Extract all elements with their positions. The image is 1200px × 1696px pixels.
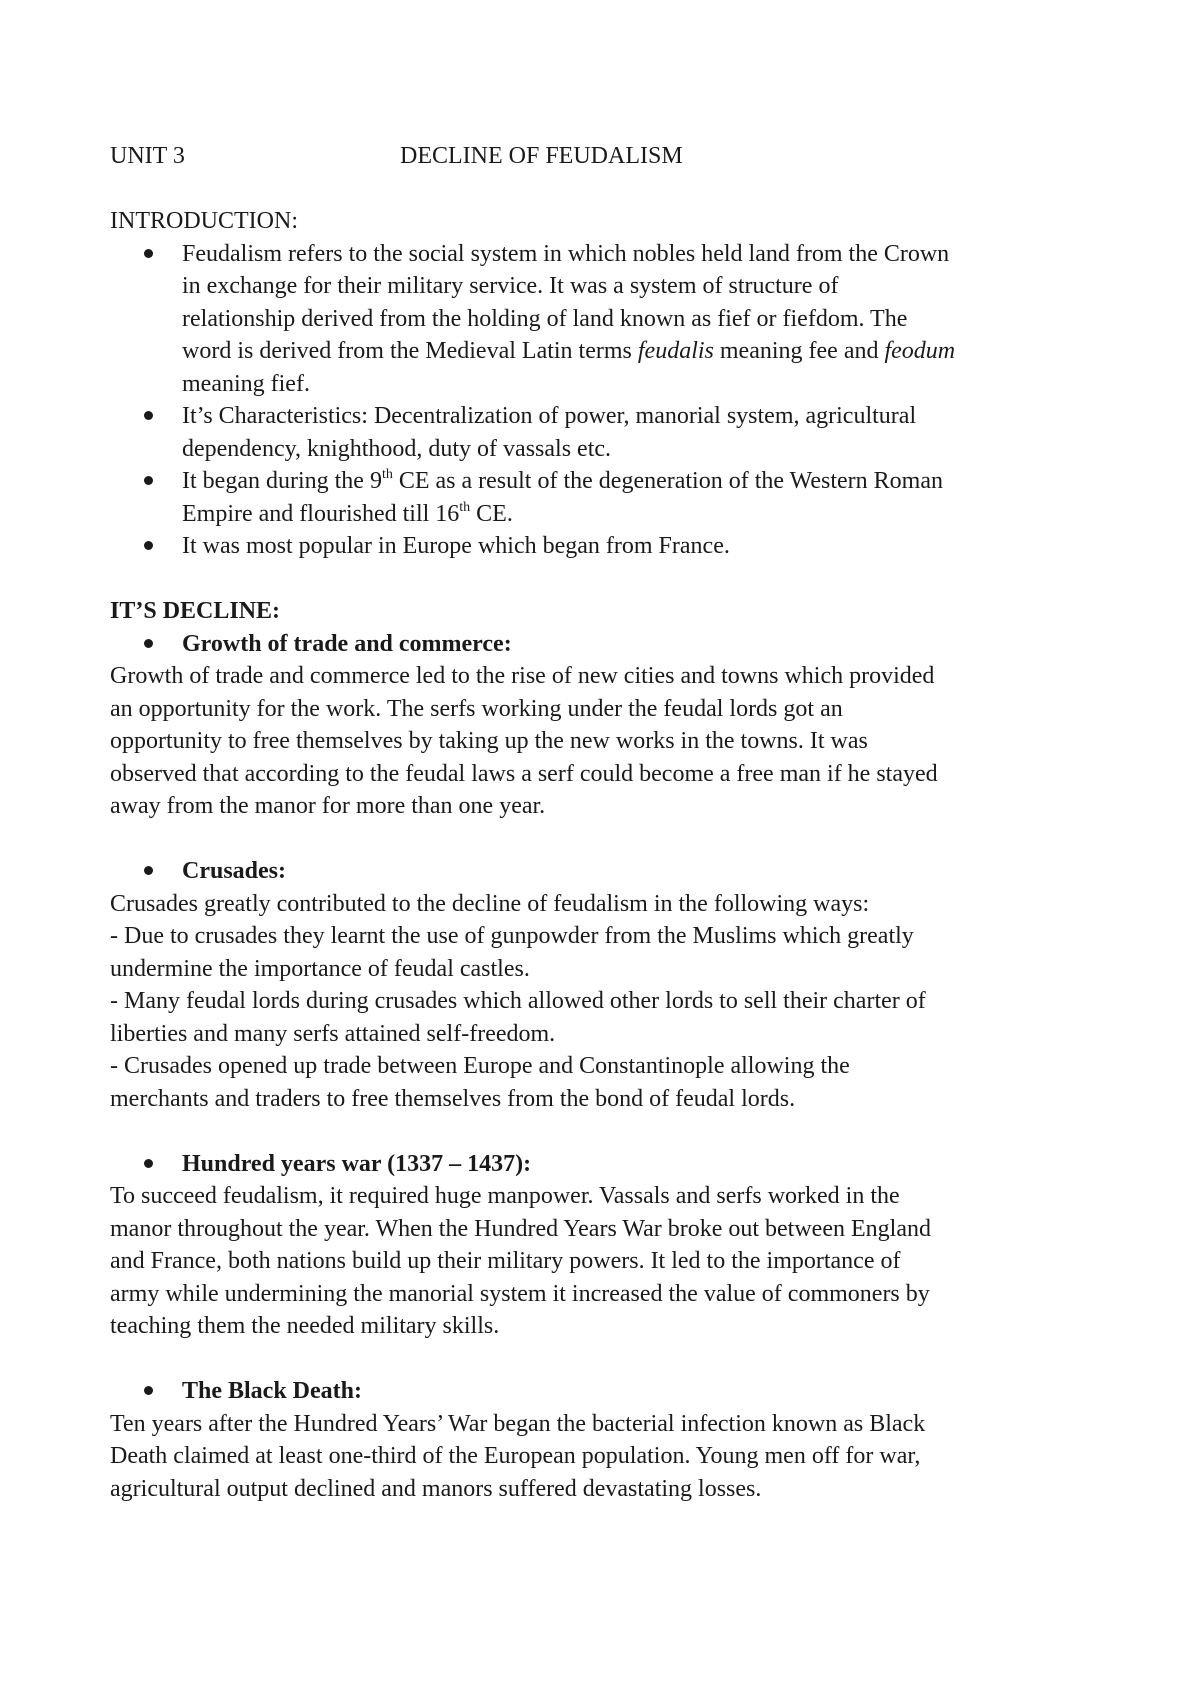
section-title: Growth of trade and commerce:: [182, 630, 512, 657]
text-line: - Many feudal lords during crusades which allowed other lords to sell their charter of: [110, 988, 926, 1014]
text-line: in exchange for their military service. It was a system of structure of: [182, 273, 839, 299]
text-line: It was most popular in Europe which began from France.: [182, 533, 730, 559]
text-run: Empire and flourished till 16: [182, 500, 460, 527]
text-run: CE as a result of the degeneration of the Western Roman: [392, 468, 943, 494]
bullet-icon: [144, 639, 153, 648]
text-line: away from the manor for more than one year.: [110, 793, 546, 819]
text-line: undermine the importance of feudal castles.: [110, 955, 530, 982]
bullet-icon: [144, 1159, 153, 1168]
text-line: liberties and many serfs attained self-freedom.: [110, 1020, 556, 1047]
text-line: [182, 498, 1110, 531]
unit-number: UNIT 3: [110, 143, 185, 169]
text-line: - Due to crusades they learnt the use of gunpowder from the Muslims which greatly: [110, 923, 914, 949]
unit-header: [110, 140, 1110, 173]
hundred-years-war-paragraph: [110, 1180, 1110, 1343]
introduction-heading: INTRODUCTION:: [110, 208, 298, 234]
introduction-list: [110, 238, 1110, 563]
section-title: The Black Death:: [182, 1378, 362, 1404]
superscript: th: [459, 499, 471, 515]
latin-term: feudalis: [637, 338, 714, 364]
text-line: manor throughout the year. When the Hundred Years War broke out between England: [110, 1215, 931, 1242]
crusades-section-title: [110, 855, 1110, 888]
text-line: agricultural output declined and manors suffered devastating losses.: [110, 1475, 762, 1502]
text-run: word is derived from the Medieval Latin terms: [182, 338, 638, 364]
text-line: dependency, knighthood, duty of vassals etc.: [182, 435, 612, 462]
list-item: [110, 530, 1110, 563]
black-death-paragraph: [110, 1408, 1110, 1506]
text-line: opportunity to free themselves by taking up the new works in the towns. It was: [110, 728, 868, 754]
black-death-section-title: [110, 1375, 1110, 1408]
text-line: observed that according to the feudal laws a serf could become a free man if he stayed: [110, 760, 938, 787]
section-title: Hundred years war (1337 – 1437):: [182, 1150, 532, 1177]
list-item: [110, 465, 1110, 530]
document-page: [110, 140, 1110, 1505]
text-line: It’s Characteristics: Decentralization of power, manorial system, agricultural: [182, 403, 917, 429]
decline-heading: IT’S DECLINE:: [110, 598, 281, 624]
text-line: To succeed feudalism, it required huge manpower. Vassals and serfs worked in the: [110, 1183, 900, 1209]
text-line: - Crusades opened up trade between Europe and Constantinople allowing the: [110, 1053, 850, 1079]
trade-section-title: [110, 628, 1110, 661]
bullet-icon: [144, 541, 153, 550]
superscript: th: [381, 467, 393, 482]
text-line: army while undermining the manorial system it increased the value of commoners by: [110, 1280, 930, 1307]
text-line: an opportunity for the work. The serfs working under the feudal lords got an: [110, 695, 843, 722]
text-line: Growth of trade and commerce led to the rise of new cities and towns which provided: [110, 663, 935, 689]
text-line: Feudalism refers to the social system in which nobles held land from the Crown: [182, 240, 950, 267]
text-line: Death claimed at least one-third of the European population. Young men off for war,: [110, 1443, 921, 1469]
bullet-icon: [144, 1386, 153, 1395]
hundred-years-war-section-title: [110, 1148, 1110, 1181]
crusades-paragraph: [110, 888, 1110, 1116]
trade-paragraph: [110, 660, 1110, 823]
bullet-icon: [144, 476, 153, 485]
bullet-icon: [144, 866, 153, 875]
list-item: [110, 238, 1110, 401]
text-line: [182, 465, 1110, 498]
text-line: relationship derived from the holding of land known as fief or fiefdom. The: [182, 305, 908, 332]
text-run: CE.: [470, 500, 513, 527]
latin-term: feodum: [884, 338, 956, 364]
text-run: It began during the 9: [182, 468, 382, 494]
text-line: Crusades greatly contributed to the decline of feudalism in the following ways:: [110, 890, 870, 917]
bullet-icon: [144, 411, 153, 420]
section-title: Crusades:: [182, 858, 287, 884]
text-line: Ten years after the Hundred Years’ War began the bacterial infection known as Black: [110, 1410, 926, 1437]
text-line: meaning fief.: [182, 370, 310, 397]
text-run: meaning fee and: [713, 338, 885, 364]
text-line: teaching them the needed military skills.: [110, 1313, 500, 1339]
list-item: [110, 400, 1110, 465]
unit-title: DECLINE OF FEUDALISM: [400, 143, 683, 169]
text-line: merchants and traders to free themselves from the bond of feudal lords.: [110, 1085, 796, 1112]
bullet-icon: [144, 249, 153, 258]
text-line: [182, 335, 1110, 368]
text-line: and France, both nations build up their military powers. It led to the importance of: [110, 1248, 901, 1274]
